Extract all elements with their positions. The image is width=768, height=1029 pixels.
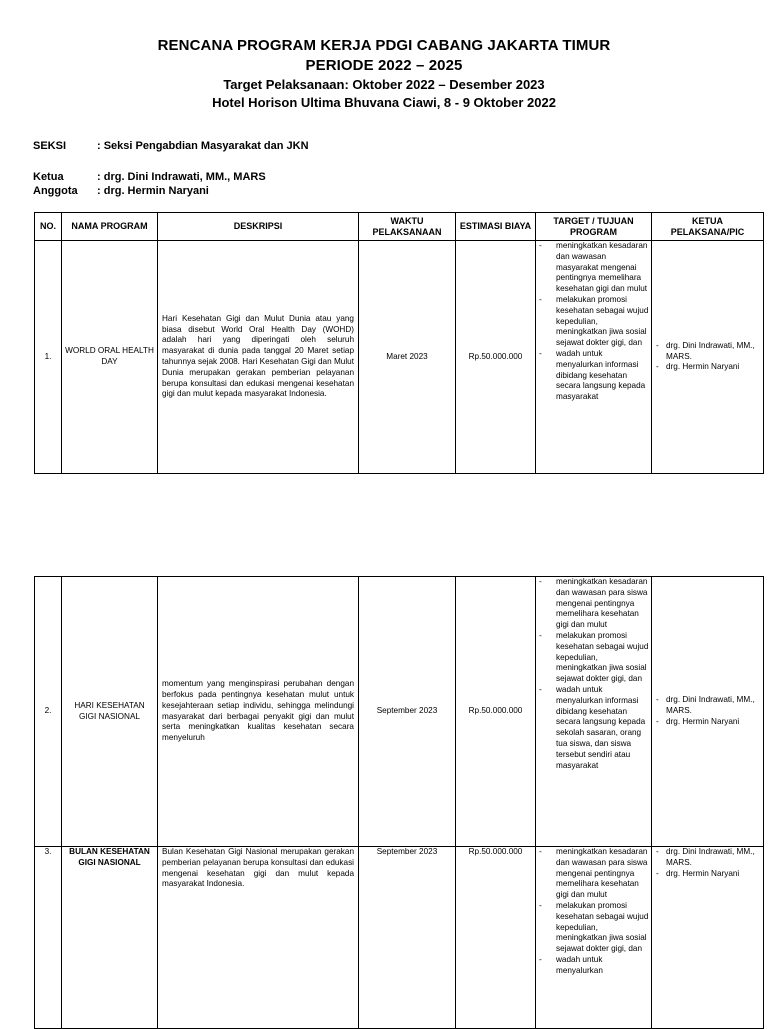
header-target: TARGET / TUJUAN PROGRAM bbox=[536, 213, 652, 241]
pic-item: - drg. Hermin Naryani bbox=[656, 362, 759, 373]
program-table-1 bbox=[34, 212, 764, 474]
row-deskripsi: Bulan Kesehatan Gigi Nasional merupakan gerakan pemberian pelayanan berupa konsultasi dan edukasi mengenai kesehatan gigi dan mulut kepada masyarakat Indonesia. bbox=[158, 847, 359, 1029]
header-no: NO. bbox=[35, 213, 62, 241]
row-no: 3. bbox=[35, 847, 62, 1029]
target-item: - wadah untuk menyalurkan bbox=[538, 955, 649, 977]
seksi-label: SEKSI bbox=[33, 140, 67, 152]
target-item: - meningkatkan kesadaran dan wawasan masyarakat mengenai pentingnya memelihara kesehatan gigi dan mulut bbox=[538, 241, 649, 295]
header-biaya: ESTIMASI BIAYA bbox=[456, 213, 536, 241]
row-program: HARI KESEHATAN GIGI NASIONAL bbox=[62, 577, 158, 847]
document-header bbox=[0, 36, 768, 112]
document-target: Target Pelaksanaan: Oktober 2022 – Desember 2023 bbox=[223, 77, 545, 92]
row-deskripsi: Hari Kesehatan Gigi dan Mulut Dunia atau yang biasa disebut World Oral Health Day (WOHD) adalah hari yang diperingati oleh seluruh masyarakat di dunia pada tanggal 20 Maret setiap tahunnya sejak 2008. Hari Kesehatan Gigi dan Mulut Dunia merupakan gerakan pemberian pelayanan berupa konsultasi dan edukasi mengenai kesehatan gigi dan mulut kepada masyarakat Indonesia. bbox=[158, 241, 359, 474]
row-biaya: Rp.50.000.000 bbox=[456, 577, 536, 847]
header-pic: KETUA PELAKSANA/PIC bbox=[652, 213, 764, 241]
header-program: NAMA PROGRAM bbox=[62, 213, 158, 241]
row-target bbox=[536, 241, 652, 474]
target-item: - wadah untuk menyalurkan informasi dibidang kesehatan secara langsung kepada masyarakat bbox=[538, 349, 649, 403]
table-row bbox=[35, 847, 764, 1029]
table-row bbox=[35, 241, 764, 474]
pic-item: - drg. Hermin Naryani bbox=[656, 869, 759, 880]
header-waktu: WAKTU PELAKSANAAN bbox=[359, 213, 456, 241]
document-title: RENCANA PROGRAM KERJA PDGI CABANG JAKARTA TIMUR bbox=[157, 37, 611, 54]
pic-item: - drg. Dini Indrawati, MM., MARS. bbox=[656, 341, 759, 363]
table-header-row bbox=[35, 213, 764, 241]
row-waktu: September 2023 bbox=[359, 577, 456, 847]
header-deskripsi: DESKRIPSI bbox=[158, 213, 359, 241]
row-program: WORLD ORAL HEALTH DAY bbox=[62, 241, 158, 474]
pic-item: - drg. Hermin Naryani bbox=[656, 717, 759, 728]
row-target bbox=[536, 847, 652, 1029]
row-no: 2. bbox=[35, 577, 62, 847]
row-no: 1. bbox=[35, 241, 62, 474]
seksi-value: : Seksi Pengabdian Masyarakat dan JKN bbox=[97, 140, 309, 152]
row-waktu: September 2023 bbox=[359, 847, 456, 1029]
row-deskripsi: momentum yang menginspirasi perubahan dengan berfokus pada pentingnya kesehatan mulut untuk kesejahteraan setiap individu, sehingga melindungi masyarakat dari berbagai penyakit gigi dan mulut serta meningkatkan kualitas kesehatan secara menyeluruh bbox=[158, 577, 359, 847]
target-item: - meningkatkan kesadaran dan wawasan para siswa mengenai pentingnya memelihara kesehatan gigi dan mulut bbox=[538, 847, 649, 901]
target-item: - melakukan promosi kesehatan sebagai wujud kepedulian, meningkatkan jiwa sosial sejawat dokter gigi, dan bbox=[538, 631, 649, 685]
target-item: - meningkatkan kesadaran dan wawasan para siswa mengenai pentingnya memelihara kesehatan gigi dan mulut bbox=[538, 577, 649, 631]
target-item: - wadah untuk menyalurkan informasi dibidang kesehatan secara langsung kepada sekolah sasaran, orang tua siswa, dan siswa tersebut sendiri atau masyarakat bbox=[538, 685, 649, 771]
row-biaya: Rp.50.000.000 bbox=[456, 847, 536, 1029]
table-row bbox=[35, 577, 764, 847]
anggota-value: : drg. Hermin Naryani bbox=[97, 185, 209, 197]
document-venue: Hotel Horison Ultima Bhuvana Ciawi, 8 - 9 Oktober 2022 bbox=[212, 95, 556, 110]
seksi-row bbox=[33, 139, 309, 153]
row-waktu: Maret 2023 bbox=[359, 241, 456, 474]
row-biaya: Rp.50.000.000 bbox=[456, 241, 536, 474]
row-pic bbox=[652, 577, 764, 847]
target-item: - melakukan promosi kesehatan sebagai wujud kepedulian, meningkatkan jiwa sosial sejawat dokter gigi, dan bbox=[538, 295, 649, 349]
row-program: BULAN KESEHATAN GIGI NASIONAL bbox=[62, 847, 158, 1029]
row-pic bbox=[652, 241, 764, 474]
ketua-label: Ketua bbox=[33, 171, 64, 183]
row-pic bbox=[652, 847, 764, 1029]
target-item: - melakukan promosi kesehatan sebagai wujud kepedulian, meningkatkan jiwa sosial sejawat dokter gigi, dan bbox=[538, 901, 649, 955]
row-target bbox=[536, 577, 652, 847]
ketua-value: : drg. Dini Indrawati, MM., MARS bbox=[97, 171, 266, 183]
anggota-label: Anggota bbox=[33, 185, 78, 197]
pic-item: - drg. Dini Indrawati, MM., MARS. bbox=[656, 847, 759, 869]
team-block bbox=[33, 170, 266, 198]
document-period: PERIODE 2022 – 2025 bbox=[305, 57, 463, 74]
program-table-2 bbox=[34, 576, 764, 1029]
pic-item: - drg. Dini Indrawati, MM., MARS. bbox=[656, 695, 759, 717]
